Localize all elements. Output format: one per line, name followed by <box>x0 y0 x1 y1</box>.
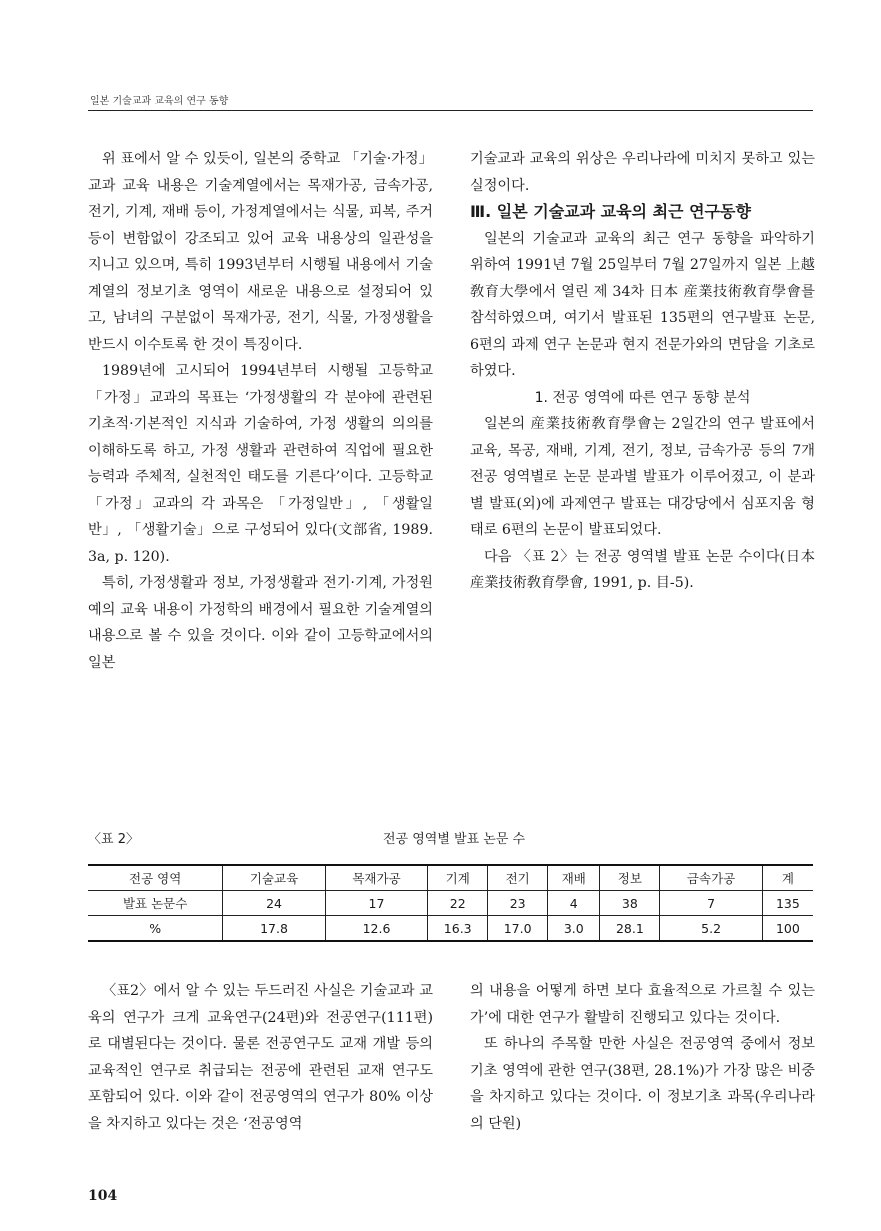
table-cell: 28.1 <box>600 916 660 942</box>
paragraph-continuation: 기술교과 교육의 위상은 우리나라에 미치지 못하고 있는 실정이다. <box>470 151 815 194</box>
table-header-cell: 재배 <box>548 865 600 891</box>
table-cell: 16.3 <box>428 916 488 942</box>
section-heading: Ⅲ. 일본 기술교과 교육의 최근 연구동향 <box>470 202 751 221</box>
paragraph: 〈표2〉에서 알 수 있는 두드러진 사실은 기술교과 교육의 연구가 크게 교육연구(24편)와 전공연구(111편)로 대별된다는 것이다. 물론 전공연구도 교재 개발 등의 교육적인 연구로 취급되는 전공에 관련된 교재 연구도 포함되어 있다. 이와 같이 전공영역의 연구가 80% 이상을 차지하고 있다는 것은 ‘전공영역 <box>88 983 433 1132</box>
left-column-top <box>88 146 433 676</box>
table-cell: 23 <box>488 891 548 916</box>
table-header-cell: 목재가공 <box>325 865 427 891</box>
table-header-cell: 전기 <box>488 865 548 891</box>
table-cell: 5.2 <box>660 916 762 942</box>
table-cell: 4 <box>548 891 600 916</box>
table-header-cell: 전공 영역 <box>88 865 223 891</box>
page-number: 104 <box>88 1188 118 1204</box>
table-cell: 12.6 <box>325 916 427 942</box>
table-cell: 17 <box>325 891 427 916</box>
table-cell: 100 <box>762 916 813 942</box>
table-header-cell: 기계 <box>428 865 488 891</box>
table-cell: 17.8 <box>223 916 325 942</box>
table-cell: 17.0 <box>488 916 548 942</box>
paragraph: 일본의 産業技術敎育學會는 2일간의 연구 발표에서 교육, 목공, 재배, 기계, 전기, 정보, 금속가공 등의 7개 전공 영역별로 논문 분과별 발표가 이루어졌고, 이 분과별 발표(외)에 과제연구 발표는 대강당에서 심포지움 형태로 6편의 논문이 발표되었다. <box>470 416 815 538</box>
table-row <box>88 916 813 942</box>
paragraph-continuation: 의 내용을 어떻게 하면 보다 효율적으로 가르칠 수 있는가’에 대한 연구가 활발히 진행되고 있다는 것이다. <box>470 983 815 1026</box>
table-cell: 38 <box>600 891 660 916</box>
table-cell: 3.0 <box>548 916 600 942</box>
table-cell: % <box>88 916 223 942</box>
stats-table <box>88 864 813 942</box>
table-cell: 135 <box>762 891 813 916</box>
sub-heading: 1. 전공 영역에 따른 연구 동향 분석 <box>534 389 751 406</box>
paragraph: 특히, 가정생활과 정보, 가정생활과 전기·기계, 가정원예의 교육 내용이 가정학의 배경에서 필요한 기술계열의 내용으로 볼 수 있을 것이다. 이와 같이 고등학교에서의 일본 <box>88 575 433 671</box>
paragraph: 일본의 기술교과 교육의 최근 연구 동향을 파악하기 위하여 1991년 7월 25일부터 7월 27일까지 일본 上越敎育大學에서 열린 제 34차 日本 産業技術敎育學會를 참석하였으며, 여기서 발표된 135편의 연구발표 논문, 6편의 과제 연구 논문과 현지 전문가와의 면담을 기초로 하였다. <box>470 230 815 379</box>
header-rule <box>88 110 813 111</box>
table-header-cell: 정보 <box>600 865 660 891</box>
table-cell: 발표 논문수 <box>88 891 223 916</box>
table-cell: 24 <box>223 891 325 916</box>
running-title: 일본 기술교과 교육의 연구 동향 <box>90 96 229 107</box>
table-row <box>88 891 813 916</box>
right-column-bottom <box>470 978 815 1137</box>
paragraph: 또 하나의 주목할 만한 사실은 전공영역 중에서 정보기초 영역에 관한 연구(38편, 28.1%)가 가장 많은 비중을 차지하고 있다는 것이다. 이 정보기초 과목(우리나라의 단원) <box>470 1036 815 1132</box>
table-cell: 7 <box>660 891 762 916</box>
table-header-cell: 금속가공 <box>660 865 762 891</box>
paragraph: 위 표에서 알 수 있듯이, 일본의 중학교 「기술·가정」교과 교육 내용은 기술계열에서는 목재가공, 금속가공, 전기, 기계, 재배 등이, 가정계열에서는 식물, 피복, 주거 등이 변함없이 강조되고 있어 교육 내용상의 일관성을 지니고 있으며, 특히 1993년부터 시행될 내용에서 기술계열의 정보기초 영역이 새로운 내용으로 설정되어 있고, 남녀의 구분없이 목재가공, 전기, 식물, 가정생활을 반드시 이수토록 한 것이 특징이다. <box>88 151 433 353</box>
paragraph: 다음 〈표 2〉는 전공 영역별 발표 논문 수이다(日本産業技術敎育學會, 1991, p. 目-5). <box>470 548 815 591</box>
table-header-cell: 기술교육 <box>223 865 325 891</box>
table-title: 전공 영역별 발표 논문 수 <box>383 832 526 847</box>
paragraph: 1989년에 고시되어 1994년부터 시행될 고등학교 「가정」교과의 목표는 ‘가정생활의 각 분야에 관련된 기초적·기본적인 지식과 기술하여, 가정 생활의 의의를 이해하도록 하고, 가정 생활과 관련하여 직업에 필요한 능력과 주체적, 실천적인 태도를 기른다’이다. 고등학교 「가정」교과의 각 과목은 「가정일반」, 「생활일반」, 「생활기술」으로 구성되어 있다(文部省, 1989. 3a, p. 120). <box>88 363 433 565</box>
right-column-top <box>470 146 815 597</box>
table-header-row <box>88 865 813 891</box>
table-cell: 22 <box>428 891 488 916</box>
left-column-bottom <box>88 978 433 1137</box>
table-header-cell: 계 <box>762 865 813 891</box>
table-label: 〈표 2〉 <box>88 832 139 847</box>
